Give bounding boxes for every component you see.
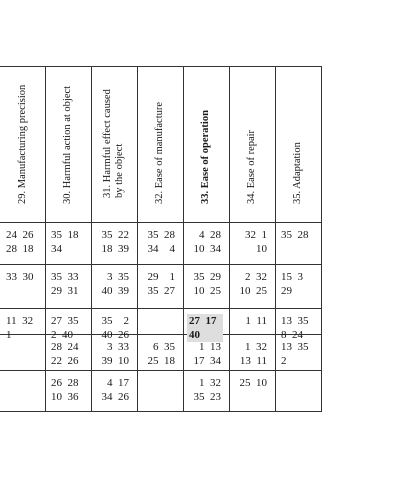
column-header-32 [137, 66, 183, 222]
matrix-cell [51, 314, 83, 342]
matrix-cell-line: 35 28 [281, 229, 309, 241]
matrix-cell [189, 228, 221, 256]
matrix-cell-line: 28 18 [6, 243, 34, 255]
matrix-cell-line: 4 17 [107, 377, 129, 389]
matrix-cell-line: 32 1 [245, 229, 267, 241]
matrix-cell [281, 228, 313, 242]
matrix-cell-line: 15 3 [281, 271, 303, 283]
rule-header-bottom [0, 222, 322, 223]
column-header-29 [0, 66, 45, 222]
matrix-cell [235, 376, 267, 390]
column-header-label: 34. Ease of repair [246, 129, 257, 204]
matrix-cell [51, 340, 83, 368]
matrix-cell-line: 8 24 [281, 329, 303, 341]
column-header-label: 32. Ease of manufacture [154, 101, 165, 204]
matrix-cell-line: 40 26 [101, 329, 129, 341]
matrix-cell-line: 3 33 [107, 341, 129, 353]
matrix-cell-line: 35 23 [193, 391, 221, 403]
matrix-cell-line: 33 30 [6, 271, 34, 283]
matrix-cell [235, 228, 267, 256]
matrix-cell-line: 29 1 [147, 271, 175, 283]
column-header-label: 31. Harmful effect caused by the object [102, 89, 125, 198]
matrix-cell [143, 228, 175, 256]
matrix-cell-line: 39 10 [101, 355, 129, 367]
matrix-cell-line: 35 2 [101, 315, 129, 327]
matrix-cell-line: 11 32 [6, 315, 34, 327]
matrix-cell-line: 13 35 [281, 341, 309, 353]
matrix-cell-line: 13 11 [239, 355, 267, 367]
matrix-cell [6, 228, 37, 256]
column-header-label: 33. Ease of operation [200, 110, 211, 204]
matrix-cell-line: 1 13 [199, 341, 221, 353]
matrix-cell [235, 314, 267, 328]
matrix-cell [235, 340, 267, 368]
rule-row-2 [0, 308, 322, 309]
rule-row-4 [0, 370, 322, 371]
matrix-cell [97, 340, 129, 368]
column-header-34 [229, 66, 275, 222]
matrix-cell-line: 27 17 [189, 315, 217, 327]
matrix-cell-line: 1 32 [199, 377, 221, 389]
matrix-cell-line: 1 32 [245, 341, 267, 353]
matrix-cell [143, 340, 175, 368]
matrix-cell [51, 228, 83, 256]
matrix-cell-line: 34 4 [147, 243, 175, 255]
column-header-31 [91, 66, 137, 222]
matrix-cell [97, 314, 129, 342]
column-header-label: 35. Adaptation [292, 142, 303, 204]
matrix-cell-line: 40 39 [101, 285, 129, 297]
matrix-cell-line: 10 34 [193, 243, 221, 255]
matrix-cell-line: 25 18 [147, 355, 175, 367]
rule-row-3 [0, 334, 322, 335]
matrix-cell-line: 2 [281, 355, 287, 367]
matrix-cell-line: 1 11 [245, 315, 267, 327]
matrix-cell [51, 270, 83, 298]
matrix-cell [97, 270, 129, 298]
matrix-cell-line: 35 27 [147, 285, 175, 297]
matrix-cell [6, 314, 37, 342]
matrix-cell-line: 28 24 [51, 341, 79, 353]
matrix-cell-line: 25 10 [239, 377, 267, 389]
matrix-cell-line: 10 25 [193, 285, 221, 297]
matrix-cell-line: 18 39 [101, 243, 129, 255]
matrix-cell-line: 35 33 [51, 271, 79, 283]
matrix-cell-line: 10 25 [239, 285, 267, 297]
matrix-cell-line: 35 22 [101, 229, 129, 241]
matrix-cell-line: 10 36 [51, 391, 79, 403]
matrix-cell [189, 340, 221, 368]
matrix-cell-line: 13 35 [281, 315, 309, 327]
matrix-cell-line: 2 32 [245, 271, 267, 283]
matrix-cell [143, 270, 175, 298]
matrix-cell [281, 340, 313, 368]
matrix-cell [281, 270, 313, 298]
matrix-cell-line: 34 26 [101, 391, 129, 403]
column-header-35 [275, 66, 321, 222]
matrix-cell-line: 29 31 [51, 285, 79, 297]
matrix-cell-line: 35 28 [147, 229, 175, 241]
matrix-cell-line: 4 28 [199, 229, 221, 241]
matrix-cell-line: 34 [51, 243, 62, 255]
matrix-cell-line: 3 35 [107, 271, 129, 283]
matrix-cell-line: 17 34 [193, 355, 221, 367]
matrix-cell-line: 1 [6, 329, 12, 341]
contradiction-matrix [0, 66, 322, 412]
matrix-cell-line: 26 28 [51, 377, 79, 389]
matrix-cell-line: 27 35 [51, 315, 79, 327]
matrix-cell-line: 6 35 [153, 341, 175, 353]
column-header-label: 30. Harmful action at object [62, 85, 73, 204]
matrix-cell-line: 35 29 [193, 271, 221, 283]
matrix-cell-line: 2 40 [51, 329, 73, 341]
column-header-label: 29. Manufacturing precision [16, 84, 28, 204]
matrix-cell [281, 314, 313, 342]
rule-row-1 [0, 264, 322, 265]
matrix-cell-line: 40 [189, 329, 200, 341]
matrix-cell-line: 29 [281, 285, 292, 297]
matrix-cell [97, 228, 129, 256]
matrix-cell [187, 314, 223, 342]
column-header-33 [183, 66, 229, 222]
matrix-cell-line: 24 26 [6, 229, 34, 241]
matrix-cell [235, 270, 267, 298]
matrix-cell-line: 35 18 [51, 229, 79, 241]
matrix-cell [189, 376, 221, 404]
column-header-30 [45, 66, 91, 222]
matrix-cell-line: 22 26 [51, 355, 79, 367]
matrix-cell [51, 376, 83, 404]
rule-bottom [0, 411, 322, 412]
matrix-cell [6, 270, 37, 284]
matrix-cell [189, 270, 221, 298]
matrix-cell-line: 10 [256, 243, 267, 255]
matrix-cell [97, 376, 129, 404]
col-divider-right [321, 66, 322, 412]
